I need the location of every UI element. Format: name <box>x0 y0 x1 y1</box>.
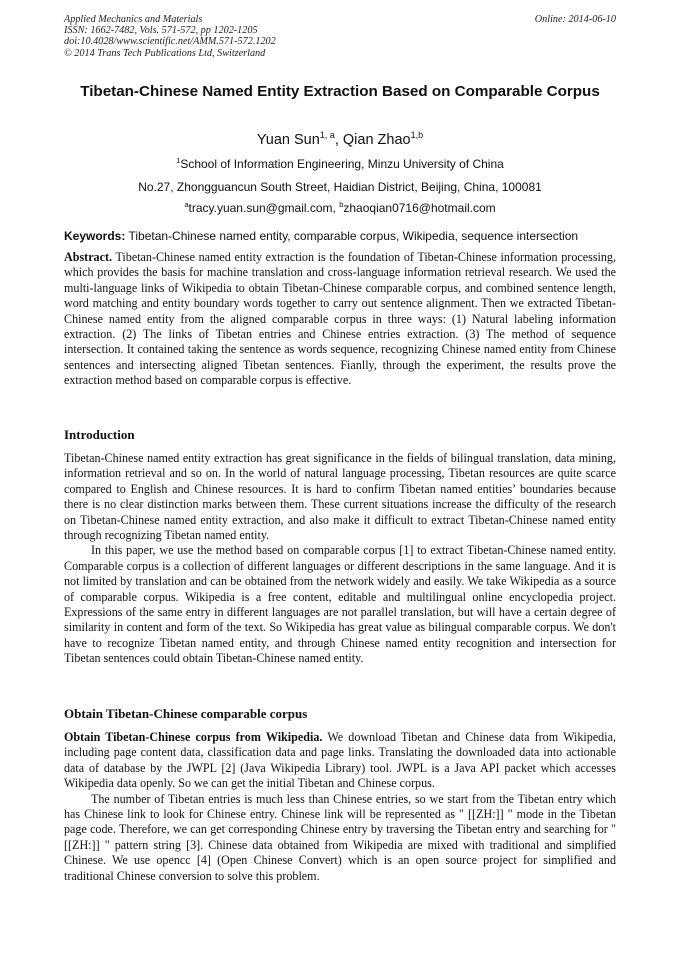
abstract-label: Abstract. <box>64 250 113 264</box>
paragraph: In this paper, we use the method based on comparable corpus [1] to extract Tibetan-Chinese named entity. Comparable corpus is a collection of different languages or different descriptions in the same language. And it is not limited by translation and can be obtained from the network widely and easily. We take Wikipedia as a source of comparable corpus. Wikipedia is a free content, editable and multilingual online encyclopedia project. Expressions of the same entry in different languages are not parallel translation, but will have a certain degree of similarity in content and form of the text. So Wikipedia has great value as bilingual comparable corpus. We don't have to recognize Tibetan named entity, and through Chinese named entity recognition and intersection for Tibetan sentences could obtain Tibetan-Chinese named entity. <box>64 543 616 666</box>
author-name: Yuan Sun <box>256 132 320 148</box>
issn-line: ISSN: 1662-7482, Vols. 571-572, pp 1202-1205 <box>64 25 258 37</box>
affiliation-institution: School of Information Engineering, Minzu University of China <box>180 157 504 171</box>
affiliation-address: No.27, Zhongguancun South Street, Haidian District, Beijing, China, 100081 <box>138 180 542 194</box>
affiliation-line <box>64 157 616 172</box>
abstract-text: Tibetan-Chinese named entity extraction is the foundation of Tibetan-Chinese information processing, which provides the basis for machine translation and cross-language information retrieval research. We used the multi-language links of Wikipedia to obtain Tibetan-Chinese comparable corpus, and combined sentence length, word matching and entity boundary words together to carry out sentence alignment. Then we extracted Tibetan-Chinese named entity from the aligned comparable corpus in three ways: (1) Natural labeling information extraction. (2) The links of Tibetan entries and Chinese entries extraction. (3) The method of sequence intersection. It contained taking the sentence as words sequence, recognizing Chinese named entity from Chinese sentences and intersecting aligned Tibetan sentences. Fianlly, through the experiment, the results prove the extraction method based on comparable corpus is effective. <box>64 250 616 388</box>
author-superscript: 1,b <box>410 130 424 140</box>
keywords <box>64 229 616 244</box>
online-date: Online: 2014-06-10 <box>534 14 616 25</box>
paragraph: Tibetan-Chinese named entity extraction has great significance in the fields of bilingual translation, data mining, information retrieval and so on. In the world of natural language processing, Tibetan resources are quite scarce compared to English and Chinese resources. It is hard to confirm Tibetan named entities’ boundaries because there is no clear distinction marks between them. These current situations increase the difficulty of the research on Tibetan-Chinese named entity extraction, and also make it difficult to extract Tibetan-Chinese named entity through recognizing Tibetan named entity. <box>64 451 616 543</box>
obtain-section-body <box>64 730 616 884</box>
introduction-body <box>64 451 616 667</box>
subsection-label: Obtain Tibetan-Chinese corpus from Wikipedia. <box>64 730 323 744</box>
affiliation-superscript: 1 <box>176 156 181 165</box>
author-superscript: 1, a <box>319 130 335 140</box>
journal-name: Applied Mechanics and Materials <box>64 14 203 25</box>
keywords-label: Keywords: <box>64 229 126 243</box>
journal-header <box>64 14 616 59</box>
section-heading-obtain-corpus: Obtain Tibetan-Chinese comparable corpus <box>64 706 308 721</box>
doi-line[interactable]: doi:10.4028/www.scientific.net/AMM.571-572.1202 <box>64 36 276 48</box>
paragraph: We download Tibetan and Chinese data from Wikipedia, including page content data, classification data and page links. Translating the downloaded data into actionable data of database by the JWPL [2] (Java Wikipedia Library) tool. JWPL is a Java API packet which accesses Wikipedia data openly. So we can get the initial Tibetan and Chinese corpus. <box>64 730 616 791</box>
email-superscript: b <box>339 200 344 209</box>
email-link[interactable]: zhaoqian0716@hotmail.com <box>343 201 496 215</box>
email-link[interactable]: tracy.yuan.sun@gmail.com, <box>188 201 340 215</box>
author-line <box>64 131 616 149</box>
author-name: Qian Zhao <box>342 132 411 148</box>
author-emails <box>64 201 616 216</box>
author-separator: , <box>334 132 343 148</box>
abstract <box>64 250 616 389</box>
paragraph: The number of Tibetan entries is much less than Chinese entries, so we start from the Tibetan entry which has Chinese link to look for Chinese entry. Chinese link will be represented as " [[ZH:]] " mode in the Tibetan page code. Therefore, we can get corresponding Chinese entry by traversing the Tibetan entry and searching for " [[ZH:]] " pattern string [3]. Chinese data obtained from Wikipedia are mixed with traditional and simplified Chinese. We use opencc [4] (Open Chinese Convert) which is an open source project for simplified and traditional Chinese conversion to solve this problem. <box>64 791 616 883</box>
copyright-line: © 2014 Trans Tech Publications Ltd, Switzerland <box>64 47 266 59</box>
email-superscript: a <box>184 200 189 209</box>
keywords-text: Tibetan-Chinese named entity, comparable corpus, Wikipedia, sequence intersection <box>125 229 579 243</box>
section-heading-introduction: Introduction <box>64 427 135 442</box>
paper-title: Tibetan-Chinese Named Entity Extraction Based on Comparable Corpus <box>80 83 600 100</box>
